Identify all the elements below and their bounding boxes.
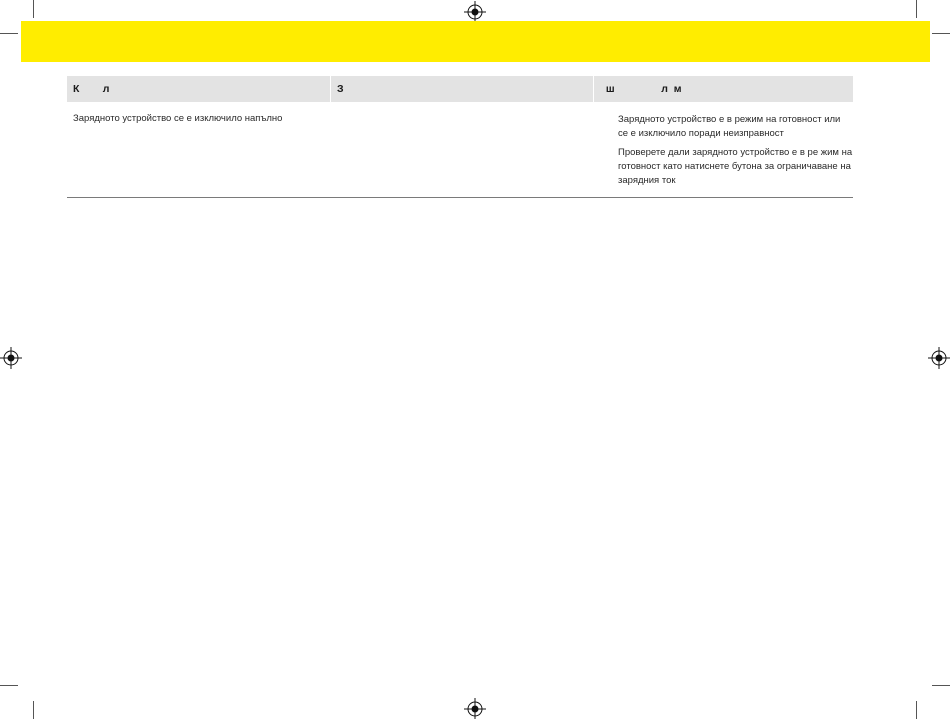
table-header-row [67,76,853,102]
crop-mark-top-left-vertical [33,0,34,18]
remedy-paragraph-action: Проверете дали зарядното устройство е в ре жим на готовност като натиснете бутона за ограничаване на зарядния ток [618,147,853,186]
yellow-header-band [21,21,930,62]
troubleshooting-table [67,76,853,198]
table-cell-remedy [593,102,853,193]
crop-mark-top-left [0,33,18,34]
registration-mark-bottom-icon [464,698,486,719]
crop-mark-top-right [932,33,950,34]
table-header-cause: З [330,76,593,102]
remedy-paragraph-cause: Зарядното устройство е в режим на готовност или се е изключило поради неизправност [618,114,841,139]
registration-mark-right-icon [928,347,950,369]
crop-mark-bottom-left-vertical [33,701,34,719]
crop-mark-bottom-right [932,685,950,686]
table-header-fault: К л [73,83,110,95]
table-cell-cause [330,102,593,193]
table-cell-fault: Зарядното устройство се е изключило напълно [73,113,283,124]
registration-mark-left-icon [0,347,22,369]
crop-mark-bottom-right-vertical [916,701,917,719]
crop-mark-bottom-left [0,685,18,686]
crop-mark-top-right-vertical [916,0,917,18]
registration-mark-top-icon [464,1,486,23]
table-header-remedy: ш л м [593,76,853,102]
table-row [67,102,853,198]
